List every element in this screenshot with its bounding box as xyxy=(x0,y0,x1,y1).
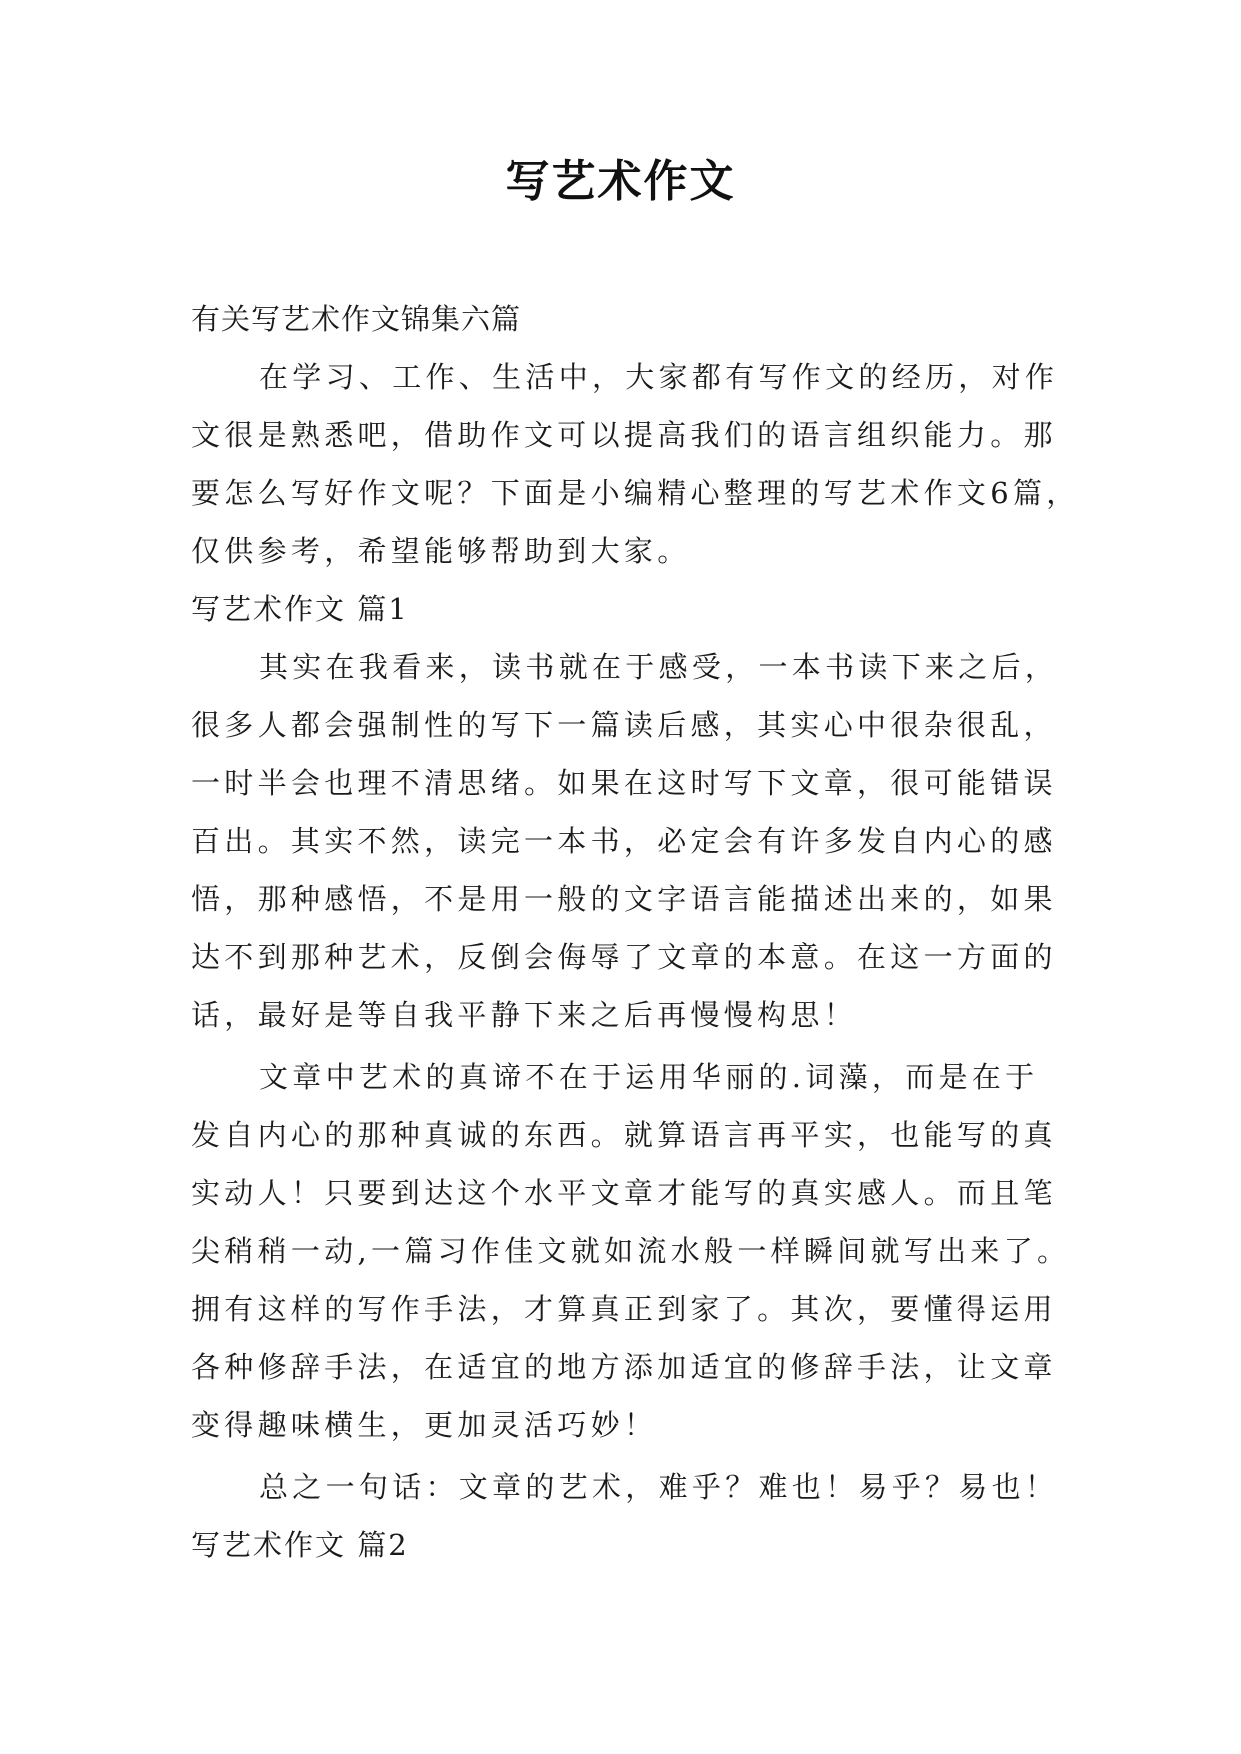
section-heading-2: 写艺术作文 篇2 xyxy=(191,1528,409,1562)
paragraph-line: 拥有这样的写作手法，才算真正到家了。其次，要懂得运用 xyxy=(191,1292,1057,1326)
document-subtitle: 有关写艺术作文锦集六篇 xyxy=(191,302,522,336)
paragraph-line: 尖稍稍一动,一篇习作佳文就如流水般一样瞬间就写出来了。 xyxy=(191,1234,1071,1268)
paragraph-line: 总之一句话：文章的艺术，难乎？难也！易乎？易也！ xyxy=(259,1470,1059,1504)
paragraph-line: 要怎么写好作文呢？下面是小编精心整理的写艺术作文6篇， xyxy=(191,476,1080,510)
document-body xyxy=(191,290,1080,1574)
paragraph-line: 发自内心的那种真诚的东西。就算语言再平实，也能写的真 xyxy=(191,1118,1057,1152)
paragraph-line: 话，最好是等自我平静下来之后再慢慢构思！ xyxy=(191,998,858,1032)
paragraph-line: 在学习、工作、生活中，大家都有写作文的经历，对作 xyxy=(259,360,1059,394)
paragraph-line: 一时半会也理不清思绪。如果在这时写下文章，很可能错误 xyxy=(191,766,1057,800)
section1-paragraph-3 xyxy=(191,1458,1071,1516)
paragraph-line: 文章中艺术的真谛不在于运用华丽的.词藻，而是在于 xyxy=(259,1060,1039,1094)
section1-paragraph-2 xyxy=(191,1048,1071,1454)
paragraph-line: 各种修辞手法，在适宜的地方添加适宜的修辞手法，让文章 xyxy=(191,1350,1057,1384)
paragraph-line: 百出。其实不然，读完一本书，必定会有许多发自内心的感 xyxy=(191,824,1057,858)
intro-paragraph xyxy=(191,348,1080,580)
paragraph-line: 变得趣味横生，更加灵活巧妙！ xyxy=(191,1408,658,1442)
paragraph-line: 文很是熟悉吧，借助作文可以提高我们的语言组织能力。那 xyxy=(191,418,1057,452)
section-heading-1: 写艺术作文 篇1 xyxy=(191,592,409,626)
paragraph-line: 悟，那种感悟，不是用一般的文字语言能描述出来的，如果 xyxy=(191,882,1057,916)
paragraph-line: 达不到那种艺术，反倒会侮辱了文章的本意。在这一方面的 xyxy=(191,940,1057,974)
paragraph-line: 其实在我看来，读书就在于感受，一本书读下来之后， xyxy=(259,650,1059,684)
paragraph-line: 实动人！只要到达这个水平文章才能写的真实感人。而且笔 xyxy=(191,1176,1057,1210)
document-title: 写艺术作文 xyxy=(505,156,736,207)
paragraph-line: 很多人都会强制性的写下一篇读后感，其实心中很杂很乱， xyxy=(191,708,1057,742)
section1-paragraph-1 xyxy=(191,638,1071,1044)
paragraph-line: 仅供参考，希望能够帮助到大家。 xyxy=(191,534,691,568)
